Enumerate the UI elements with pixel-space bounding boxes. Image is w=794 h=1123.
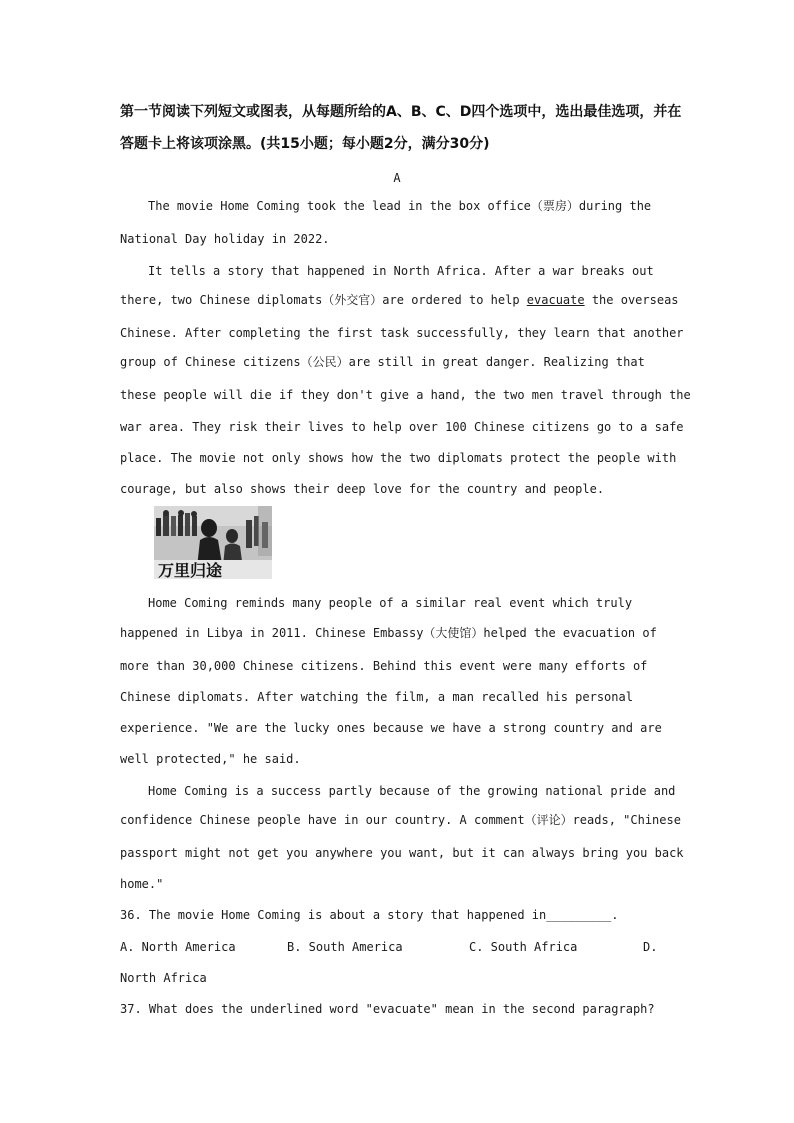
- question-36: 36. The movie Home Coming is about a story that happened in_________.: [120, 908, 619, 922]
- passage-line: well protected," he said.: [120, 752, 301, 766]
- option-c: C. South Africa: [469, 940, 578, 954]
- poster-title-text: 万里归途: [158, 561, 223, 579]
- underlined-word-evacuate: evacuate: [526, 293, 585, 307]
- passage-line: courage, but also shows their deep love for the country and people.: [120, 482, 605, 496]
- passage-line: confidence Chinese people have in our country. A comment（评论）reads, "Chinese: [120, 813, 681, 827]
- passage-line: It tells a story that happened in North Africa. After a war breaks out: [148, 264, 654, 278]
- passage-text: there, two Chinese diplomats（外交官）are ordered to help: [120, 293, 527, 307]
- passage-line: National Day holiday in 2022.: [120, 232, 330, 246]
- movie-poster-image: [154, 506, 272, 579]
- passage-line: Chinese diplomats. After watching the film, a man recalled his personal: [120, 690, 633, 704]
- question-37: 37. What does the underlined word "evacuate" mean in the second paragraph?: [120, 1002, 655, 1016]
- option-d-text: North Africa: [120, 971, 207, 985]
- option-d-label: D.: [643, 940, 658, 954]
- passage-line: war area. They risk their lives to help over 100 Chinese citizens go to a safe: [120, 420, 684, 434]
- passage-line: Home Coming reminds many people of a similar real event which truly: [148, 596, 633, 610]
- passage-line: place. The movie not only shows how the two diplomats protect the people with: [120, 451, 677, 465]
- movie-poster-illustration: [154, 506, 272, 579]
- option-a: A. North America: [120, 940, 236, 954]
- passage-line: home.": [120, 877, 164, 891]
- passage-line: The movie Home Coming took the lead in the box office（票房）during the: [148, 199, 652, 213]
- passage-line: more than 30,000 Chinese citizens. Behind this event were many efforts of: [120, 659, 648, 673]
- passage-line: Home Coming is a success partly because of the growing national pride and: [148, 784, 676, 798]
- passage-line: Chinese. After completing the first task successfully, they learn that another: [120, 326, 684, 340]
- section-instruction-line-2: 答题卡上将该项涂黑。(共15小题；每小题2分，满分30分): [120, 136, 490, 152]
- passage-line: happened in Libya in 2011. Chinese Embassy（大使馆）helped the evacuation of: [120, 626, 657, 640]
- passage-line: these people will die if they don't give a hand, the two men travel through the: [120, 388, 691, 402]
- section-instruction-line-1: 第一节阅读下列短文或图表，从每题所给的A、B、C、D四个选项中，选出最佳选项，并在: [120, 104, 682, 120]
- passage-text: the overseas: [584, 293, 679, 307]
- passage-line: passport might not get you anywhere you want, but it can always bring you back: [120, 846, 684, 860]
- passage-line: [120, 292, 679, 308]
- option-b: B. South America: [287, 940, 403, 954]
- passage-line: group of Chinese citizens（公民）are still in great danger. Realizing that: [120, 355, 645, 369]
- passage-label: A: [393, 171, 401, 185]
- passage-line: experience. "We are the lucky ones because we have a strong country and are: [120, 721, 662, 735]
